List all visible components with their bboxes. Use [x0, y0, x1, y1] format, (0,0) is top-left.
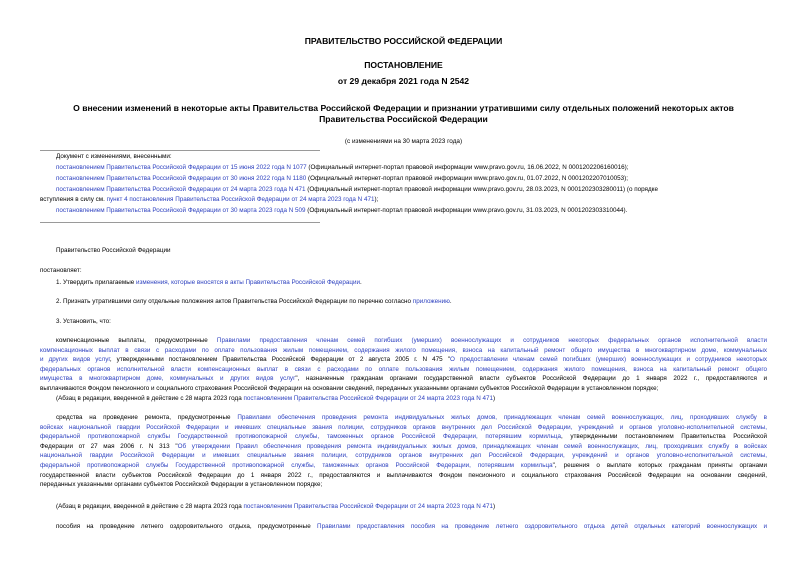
paragraph-link[interactable]: и других видов услуг	[40, 356, 110, 364]
paragraph-text: , утвержденными постановлением Правительства Российской Федерации от 2 августа 2005 г. N 475 "	[109, 356, 450, 364]
changes-item-link[interactable]: пункт 4 постановления Правительства Российской Федерации от 24 марта 2023 года N 471	[106, 196, 375, 203]
top-divider	[40, 150, 320, 151]
note-text: )	[493, 395, 496, 402]
clause-1	[56, 278, 362, 288]
paragraph-repair	[40, 413, 767, 490]
paragraph-compensation	[40, 336, 767, 394]
paragraph-line	[40, 346, 767, 356]
changes-item-text: (Официальный интернет-портал правовой информации www.pravo.gov.ru, 31.03.2023, N 0001202303310044).	[305, 207, 628, 214]
bottom-divider	[40, 222, 320, 223]
paragraph-link[interactable]: О предоставлении членам семей погибших (умерших) военнослужащих и сотрудников некоторых	[449, 356, 767, 364]
resolves-line: постановляет:	[40, 267, 82, 274]
paragraph-line: выплачиваются Фондом пенсионного и социального страхования Российской Федерации на основании сведений, переданных указанными органами субъектов Российской Федерации в установленном порядке;	[40, 384, 659, 392]
paragraph-text: компенсационные выплаты, предусмотренные	[56, 337, 217, 344]
government-line: Правительство Российской Федерации	[56, 247, 171, 254]
doc-title-line-2: Правительства Российской Федерации	[319, 114, 488, 124]
clause-link[interactable]: изменения, которые вносятся в акты Правительства Российской Федерации	[136, 279, 360, 286]
changes-item-link[interactable]: постановлением Правительства Российской Федерации от 24 марта 2023 года N 471	[56, 186, 306, 193]
changes-item-link[interactable]: постановлением Правительства Российской Федерации от 15 июня 2022 года N 1077	[56, 164, 307, 171]
clause-text: 1. Утвердить прилагаемые	[56, 279, 136, 286]
paragraph-link[interactable]: национальной гвардии Российской Федерации и имевших специальные звания полиции, сотрудников органов внутренних дел Российской Федерации, учреждений и органов уголовно-исполнительной системы,	[40, 452, 767, 460]
paragraph-link[interactable]: Правилами обеспечения проведения ремонта индивидуальных жилых домов, принадлежащих членам семей военнослужащих, лиц, проходивших службу в	[237, 414, 767, 421]
paragraph-text: средства на проведение ремонта, предусмотренные	[56, 414, 238, 421]
paragraph-link[interactable]: имущества в многоквартирном доме, коммунальных и других видов услуг	[40, 375, 296, 383]
paragraph-line	[40, 365, 767, 375]
changes-item	[56, 185, 658, 195]
paragraph-text: ", назначенные гражданам органами государственной власти субъектов Российской Федерации до 1 января 2022 г., предоставляются и	[295, 375, 767, 383]
paragraph-line: переданных указанными органами субъектов Российской Федерации в установленном порядке;	[40, 481, 323, 489]
doc-type: ПОСТАНОВЛЕНИЕ	[364, 60, 443, 70]
paragraph-line	[40, 413, 767, 423]
paragraph-link[interactable]: Правилами предоставления пособия на проведение летнего оздоровительного отдыха детей отдельных категорий военнослужащих и	[317, 523, 767, 530]
clause-text: 2. Признать утратившими силу отдельные положения актов Правительства Российской Федерации по перечню согласно	[56, 298, 413, 305]
changes-intro: Документ с изменениями, внесенными:	[56, 153, 172, 160]
note-text: (Абзац в редакции, введенной в действие с 28 марта 2023 года	[56, 503, 244, 510]
amendment-note	[56, 394, 495, 404]
paragraph-line	[40, 522, 767, 532]
changes-item-text: );	[374, 196, 379, 203]
paragraph-link[interactable]: Об утверждении Правил обеспечения проведения ремонта индивидуальных жилых домов, принадлежащих членам семей военнослужащих, лиц, проходивших службу в войсках	[177, 442, 767, 450]
changes-item-text: (Официальный интернет-портал правовой информации www.pravo.gov.ru, 16.06.2022, N 0001202206160016);	[306, 164, 629, 171]
paragraph-line	[40, 423, 767, 433]
changes-item-text: (Официальный интернет-портал правовой информации www.pravo.gov.ru, 01.07.2022, N 0001202207010053);	[306, 175, 628, 182]
note-text: (Абзац в редакции, введенной в действие с 28 марта 2023 года	[56, 395, 244, 402]
paragraph-text: пособия на проведение летнего оздоровительного отдыха, предусмотренные	[56, 523, 318, 530]
paragraph-line	[40, 355, 767, 365]
doc-subtitle: (с изменениями на 30 марта 2023 года)	[344, 138, 463, 145]
paragraph-line	[40, 336, 767, 346]
note-link[interactable]: постановлением Правительства Российской Федерации от 24 марта 2023 года N 471	[243, 395, 494, 402]
clause-2	[56, 297, 452, 307]
paragraph-line	[40, 374, 767, 384]
doc-date-number: от 29 декабря 2021 года N 2542	[337, 76, 470, 86]
paragraph-link[interactable]: федеральных органов исполнительной власти компенсационных выплат в связи с расходами по оплате пользования жилым помещением, содержания жилого помещения, взноса на капитальный ремонт общего	[40, 365, 767, 373]
paragraph-link[interactable]: федеральной противопожарной службы Государственной противопожарной службы, таможенных органов Российской Федерации, потерявшим кормильца	[40, 461, 553, 469]
paragraph-text: , утвержденными постановлением Правительства Российской	[560, 433, 767, 441]
paragraph-text: Федерации от 27 мая 2006 г. N 313 "	[40, 442, 178, 450]
changes-item-link[interactable]: постановлением Правительства Российской Федерации от 30 марта 2023 года N 509	[56, 207, 306, 214]
clause-link[interactable]: приложению	[412, 298, 450, 305]
amendment-note	[56, 502, 495, 512]
doc-title	[40, 103, 767, 125]
changes-item-link[interactable]: постановлением Правительства Российской Федерации от 30 июня 2022 года N 1180	[56, 175, 307, 182]
paragraph-line	[40, 461, 767, 471]
paragraph-line	[40, 442, 767, 452]
paragraph-link[interactable]: войсках национальной гвардии Российской Федерации и имевших специальные звания полиции, сотрудников органов внутренних дел Российской Федерации, учреждений и органов уголовно-исполнительной системы,	[40, 423, 767, 431]
changes-item	[56, 163, 628, 173]
changes-item-text: вступления в силу см.	[40, 196, 107, 203]
changes-item	[56, 174, 628, 184]
clause-3: 3. Установить, что:	[56, 318, 111, 325]
paragraph-line	[40, 451, 767, 461]
note-link[interactable]: постановлением Правительства Российской Федерации от 24 марта 2023 года N 471	[243, 503, 494, 510]
note-text: )	[493, 503, 496, 510]
paragraph-summer-rest	[40, 522, 767, 532]
paragraph-text: ", решения о выплате которых гражданам приняты органами	[552, 461, 767, 469]
clause-text: .	[359, 279, 362, 286]
paragraph-link[interactable]: Правилами предоставления членам семей погибших (умерших) военнослужащих и сотрудников некоторых федеральных органов исполнительной власти	[216, 337, 767, 344]
changes-item	[56, 206, 627, 216]
paragraph-line	[40, 432, 767, 442]
doc-title-line-1: О внесении изменений в некоторые акты Правительства Российской Федерации и признании утратившими силу отдельных положений некоторых актов	[73, 103, 734, 113]
paragraph-line: государственной власти субъектов Российской Федерации до 1 января 2022 г., предоставляются и выплачиваются Фондом пенсионного и социального страхования Российской Федерации на основании сведений,	[40, 471, 767, 479]
paragraph-link[interactable]: компенсационных выплат в связи с расходами по оплате пользования жилым помещением, содержания жилого помещения, взноса на капитальный ремонт общего имущества в многоквартирном доме, коммунальных	[40, 346, 767, 354]
changes-item-text: (Официальный интернет-портал правовой информации www.pravo.gov.ru, 28.03.2023, N 0001202303280011) (о порядке	[305, 186, 658, 193]
clause-text: .	[449, 298, 452, 305]
changes-item-continued	[40, 195, 378, 205]
paragraph-link[interactable]: федеральной противопожарной службы Государственной противопожарной службы, таможенных органов Российской Федерации, потерявшим кормильца	[40, 433, 561, 441]
doc-org: ПРАВИТЕЛЬСТВО РОССИЙСКОЙ ФЕДЕРАЦИИ	[304, 36, 503, 46]
